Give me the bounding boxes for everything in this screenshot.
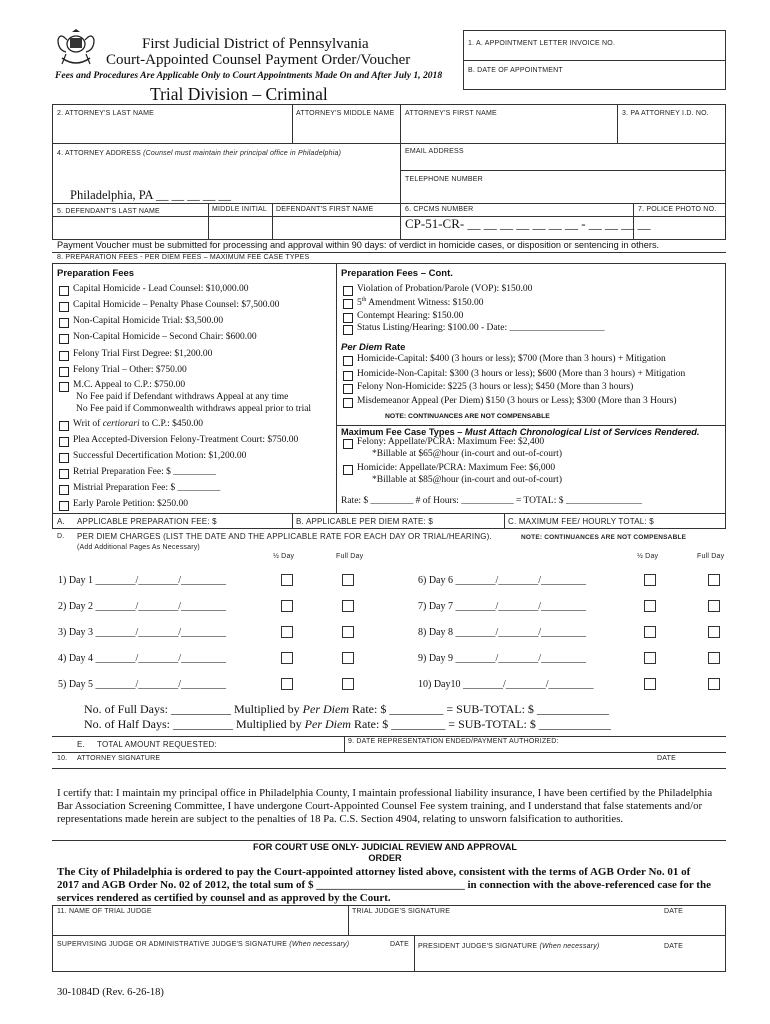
appointment-date-label: B. DATE OF APPOINTMENT — [468, 67, 563, 74]
max-fee-homicide-label: Homicide: Appellate/PCRA: Maximum Fee: $6,000 — [357, 463, 556, 473]
section-8-label: 8. PREPARATION FEES - PER DIEM FEES – MAXIMUM FEE CASE TYPES — [57, 254, 310, 261]
per-diem-rate-4-checkbox[interactable] — [343, 398, 353, 408]
day-8-date-field[interactable]: 8) Day 8 ________/________/_________ — [418, 627, 587, 638]
appointment-invoice-label: 1. A. APPOINTMENT LETTER INVOICE NO. — [468, 40, 616, 47]
applicable-per-diem-field[interactable]: B. APPLICABLE PER DIEM RATE: $ — [296, 517, 434, 526]
day-7-half-day-checkbox[interactable] — [644, 600, 656, 612]
total-amount-field[interactable]: TOTAL AMOUNT REQUESTED: — [97, 740, 217, 749]
per-diem-rate-2-checkbox[interactable] — [343, 371, 353, 381]
rate-line[interactable]: Rate: $ _________ # of Hours: ___________ = TOTAL: $ ________________ — [341, 496, 642, 506]
prep-fee-2-checkbox[interactable] — [59, 302, 69, 312]
prep-fee-cont-2-label: 5th Amendment Witness: $150.00 — [357, 297, 484, 309]
form-number: 30-1084D (Rev. 6-26-18) — [57, 987, 164, 998]
add-pages-note: (Add Additional Pages As Necessary) — [77, 544, 200, 551]
pennsylvania-seal-icon — [52, 28, 100, 72]
mc-appeal-note-1: No Fee paid if Defendant withdraws Appeal at any time — [76, 392, 289, 402]
court-use-heading: FOR COURT USE ONLY- JUDICIAL REVIEW AND APPROVAL — [252, 842, 518, 852]
prep-fee-13-label: Early Parole Petition: $250.00 — [73, 499, 189, 509]
attorney-signature-date[interactable]: DATE — [657, 755, 676, 762]
max-fee-felony-label: Felony: Appellate/PCRA: Maximum Fee: $2,400 — [357, 437, 545, 447]
defendant-last-name-field[interactable]: 5. DEFENDANT'S LAST NAME — [57, 208, 160, 215]
attorney-city-zip: Philadelphia, PA __ __ __ __ __ — [70, 188, 232, 202]
prep-fee-11-label: Retrial Preparation Fee: $ _________ — [73, 467, 216, 477]
trial-judge-name-field[interactable]: 11. NAME OF TRIAL JUDGE — [57, 908, 152, 915]
day-6-date-field[interactable]: 6) Day 6 ________/________/_________ — [418, 575, 587, 586]
day-2-date-field[interactable]: 2) Day 2 ________/________/_________ — [58, 601, 227, 612]
continuance-note: NOTE: CONTINUANCES ARE NOT COMPENSABLE — [385, 413, 550, 420]
prep-fee-cont-4-checkbox[interactable] — [343, 325, 353, 335]
day-8-full-day-checkbox[interactable] — [708, 626, 720, 638]
per-diem-rate-1-checkbox[interactable] — [343, 356, 353, 366]
day-5-date-field[interactable]: 5) Day 5 ________/________/_________ — [58, 679, 227, 690]
per-diem-rate-4-label: Misdemeanor Appeal (Per Diem) $150 (3 hours or Less); $300 (More than 3 Hours) — [357, 396, 677, 406]
per-diem-continuance-note: NOTE: CONTINUANCES ARE NOT COMPENSABLE — [521, 534, 687, 541]
attorney-signature-field[interactable]: ATTORNEY SIGNATURE — [77, 755, 161, 762]
day-1-full-day-checkbox[interactable] — [342, 574, 354, 586]
form-title-line1: First Judicial District of Pennsylvania — [142, 36, 369, 52]
prep-fee-3-label: Non-Capital Homicide Trial: $3,500.00 — [73, 316, 224, 326]
prep-fee-10-checkbox[interactable] — [59, 453, 69, 463]
form-subtitle: Fees and Procedures Are Applicable Only to Court Appointments Made On and After July 1, 2018 — [55, 70, 443, 81]
prep-fee-12-label: Mistrial Preparation Fee: $ _________ — [73, 483, 221, 493]
prep-fee-9-label: Plea Accepted-Diversion Felony-Treatment Court: $750.00 — [73, 435, 299, 445]
day-6-half-day-checkbox[interactable] — [644, 574, 656, 586]
per-diem-charges-label: PER DIEM CHARGES (LIST THE DATE AND THE APPLICABLE RATE FOR EACH DAY OR TRIAL/HEARING). — [77, 532, 492, 541]
supervising-judge-signature-field[interactable]: SUPERVISING JUDGE OR ADMINISTRATIVE JUDGE'S SIGNATURE (When necessary) — [57, 941, 350, 948]
form-title-line2: Court-Appointed Counsel Payment Order/Voucher — [106, 52, 411, 68]
submission-notice: Payment Voucher must be submitted for processing and approval within 90 days: of verdict in homicide cases, or disposition or sentencing in others. — [57, 240, 660, 250]
day-4-date-field[interactable]: 4) Day 4 ________/________/_________ — [58, 653, 227, 664]
day-9-full-day-checkbox[interactable] — [708, 652, 720, 664]
cpcms-number-label: 6. CPCMS NUMBER — [405, 206, 474, 213]
attorney-middle-name-field[interactable]: ATTORNEY'S MIDDLE NAME — [296, 110, 395, 117]
prep-fee-4-checkbox[interactable] — [59, 334, 69, 344]
prep-fee-5-checkbox[interactable] — [59, 351, 69, 361]
day-10-full-day-checkbox[interactable] — [708, 678, 720, 690]
prep-fee-2-label: Capital Homicide – Penalty Phase Counsel: $7,500.00 — [73, 300, 280, 310]
defendant-first-name-field[interactable]: DEFENDANT'S FIRST NAME — [276, 206, 374, 213]
prep-fee-cont-4-label: Status Listing/Hearing: $100.00 - Date: ____________________ — [357, 323, 605, 333]
per-diem-heading: Per Diem Rate — [341, 342, 406, 353]
day-5-full-day-checkbox[interactable] — [342, 678, 354, 690]
day-9-half-day-checkbox[interactable] — [644, 652, 656, 664]
trial-judge-signature-field[interactable]: TRIAL JUDGE'S SIGNATURE — [352, 908, 451, 915]
division-title: Trial Division – Criminal — [150, 84, 328, 104]
prep-fee-7-checkbox[interactable] — [59, 382, 69, 392]
per-diem-rate-3-label: Felony Non-Homicide: $225 (3 hours or less); $450 (More than 3 hours) — [357, 382, 634, 392]
date-representation-ended-field[interactable]: 9. DATE REPRESENTATION ENDED/PAYMENT AUTHORIZED: — [348, 738, 559, 745]
attorney-first-name-field[interactable]: ATTORNEY'S FIRST NAME — [405, 110, 497, 117]
defendant-middle-initial-field[interactable]: MIDDLE INITIAL — [212, 206, 267, 213]
prep-fee-8-checkbox[interactable] — [59, 421, 69, 431]
attorney-last-name-field[interactable]: 2. ATTORNEY'S LAST NAME — [57, 110, 154, 117]
cpcms-number-field[interactable]: CP-51-CR- __ __ __ __ __ __ __ - __ __ __ __ — [405, 216, 651, 231]
day-6-full-day-checkbox[interactable] — [708, 574, 720, 586]
prep-fee-3-checkbox[interactable] — [59, 318, 69, 328]
day-7-full-day-checkbox[interactable] — [708, 600, 720, 612]
prep-fee-13-checkbox[interactable] — [59, 501, 69, 511]
mc-appeal-note-2: No Fee paid if Commonwealth withdraws appeal prior to trial — [76, 404, 312, 414]
day-1-date-field[interactable]: 1) Day 1 ________/________/_________ — [58, 575, 227, 586]
day-3-full-day-checkbox[interactable] — [342, 626, 354, 638]
max-fee-heading: Maximum Fee Case Types – Must Attach Chronological List of Services Rendered. — [341, 427, 700, 437]
prep-fee-8-label: Writ of certiorari to C.P.: $450.00 — [73, 419, 204, 429]
supervising-judge-date-field[interactable]: DATE — [390, 941, 409, 948]
half-days-line[interactable]: No. of Half Days: __________ Multiplied by Per Diem Rate: $ _________ = SUB-TOTAL: $ ____________ — [84, 717, 611, 731]
prep-fee-12-checkbox[interactable] — [59, 485, 69, 495]
telephone-field[interactable]: TELEPHONE NUMBER — [405, 176, 483, 183]
order-text-2[interactable]: 2017 and AGB Order No. 02 of 2012, the total sum of $ ___________________________ in connection with the above-referenced case for the — [57, 879, 711, 891]
order-text-3: services rendered as certified by counsel and as approved by the Court. — [57, 892, 391, 904]
email-field[interactable]: EMAIL ADDRESS — [405, 148, 464, 155]
prep-fee-6-label: Felony Trial – Other: $750.00 — [73, 365, 187, 375]
prep-fee-1-label: Capital Homicide - Lead Counsel: $10,000.00 — [73, 284, 249, 294]
prep-fee-4-label: Non-Capital Homicide – Second Chair: $600.00 — [73, 332, 257, 342]
max-fee-homicide-checkbox[interactable] — [343, 465, 353, 475]
attorney-id-field[interactable]: 3. PA ATTORNEY I.D. NO. — [622, 110, 709, 117]
prep-fee-cont-1-label: Violation of Probation/Parole (VOP): $150.00 — [357, 284, 533, 294]
day-3-half-day-checkbox[interactable] — [281, 626, 293, 638]
prep-fees-heading: Preparation Fees — [57, 268, 135, 279]
day-8-half-day-checkbox[interactable] — [644, 626, 656, 638]
day-3-date-field[interactable]: 3) Day 3 ________/________/_________ — [58, 627, 227, 638]
order-text-1: The City of Philadelphia is ordered to pay the Court-appointed attorney listed above, consistent with the terms of AGB Order No. 01 of — [57, 866, 691, 878]
prep-fee-1-checkbox[interactable] — [59, 286, 69, 296]
president-judge-date-field[interactable]: DATE — [664, 943, 683, 950]
day-1-half-day-checkbox[interactable] — [281, 574, 293, 586]
per-diem-rate-2-label: Homicide-Non-Capital: $300 (3 hours or less); $600 (More than 3 hours) + Mitigation — [357, 369, 686, 379]
prep-fee-6-checkbox[interactable] — [59, 367, 69, 377]
day-2-half-day-checkbox[interactable] — [281, 600, 293, 612]
prep-fee-10-label: Successful Decertification Motion: $1,200.00 — [73, 451, 247, 461]
order-heading: ORDER — [368, 853, 402, 863]
attorney-address-field[interactable]: 4. ATTORNEY ADDRESS (Counsel must maintain their principal office in Philadelphia) — [57, 150, 342, 157]
prep-fee-cont-3-checkbox[interactable] — [343, 313, 353, 323]
prep-fee-cont-3-label: Contempt Hearing: $150.00 — [357, 311, 464, 321]
day-7-date-field[interactable]: 7) Day 7 ________/________/_________ — [418, 601, 587, 612]
trial-judge-date-field[interactable]: DATE — [664, 908, 683, 915]
day-4-half-day-checkbox[interactable] — [281, 652, 293, 664]
day-4-full-day-checkbox[interactable] — [342, 652, 354, 664]
president-judge-signature-field[interactable]: PRESIDENT JUDGE'S SIGNATURE (When necessary) — [418, 943, 600, 950]
certification-statement: I certify that: I maintain my principal office in Philadelphia County, I maintain professional liability insurance, I have been certified by the Philadelphia Bar Association Screening Committee, I have undergone Court-Appointed Counsel Fee system training, and I understand that false statements and/or representations made herein are subject to the penalties of 18 Pa. C.S. Section 4904, relating to unsworn falsification to authorities. — [57, 787, 713, 825]
max-fee-billable-note: *Billable at $65@hour (in-court and out-of-court) — [372, 449, 562, 459]
max-fee-billable-note: *Billable at $85@hour (in-court and out-of-court) — [372, 475, 562, 485]
max-fee-hourly-field[interactable]: C. MAXIMUM FEE/ HOURLY TOTAL: $ — [508, 517, 654, 526]
prep-fee-cont-1-checkbox[interactable] — [343, 286, 353, 296]
per-diem-rate-3-checkbox[interactable] — [343, 384, 353, 394]
prep-fees-cont-heading: Preparation Fees – Cont. — [341, 268, 453, 279]
prep-fee-cont-2-checkbox[interactable] — [343, 299, 353, 309]
prep-fee-5-label: Felony Trial First Degree: $1,200.00 — [73, 349, 213, 359]
day-2-full-day-checkbox[interactable] — [342, 600, 354, 612]
prep-fee-11-checkbox[interactable] — [59, 469, 69, 479]
day-10-half-day-checkbox[interactable] — [644, 678, 656, 690]
per-diem-rate-1-label: Homicide-Capital: $400 (3 hours or less); $700 (More than 3 hours) + Mitigation — [357, 354, 666, 364]
day-10-date-field[interactable]: 10) Day10 ________/________/_________ — [418, 679, 594, 690]
day-5-half-day-checkbox[interactable] — [281, 678, 293, 690]
day-9-date-field[interactable]: 9) Day 9 ________/________/_________ — [418, 653, 587, 664]
prep-fee-9-checkbox[interactable] — [59, 437, 69, 447]
police-photo-field[interactable]: 7. POLICE PHOTO NO. — [638, 206, 717, 213]
applicable-prep-fee-field[interactable]: APPLICABLE PREPARATION FEE: $ — [77, 517, 217, 526]
max-fee-felony-checkbox[interactable] — [343, 439, 353, 449]
prep-fee-7-label: M.C. Appeal to C.P.: $750.00 — [73, 380, 186, 390]
full-days-line[interactable]: No. of Full Days: __________ Multiplied by Per Diem Rate: $ _________ = SUB-TOTAL: $ ____________ — [84, 702, 609, 716]
